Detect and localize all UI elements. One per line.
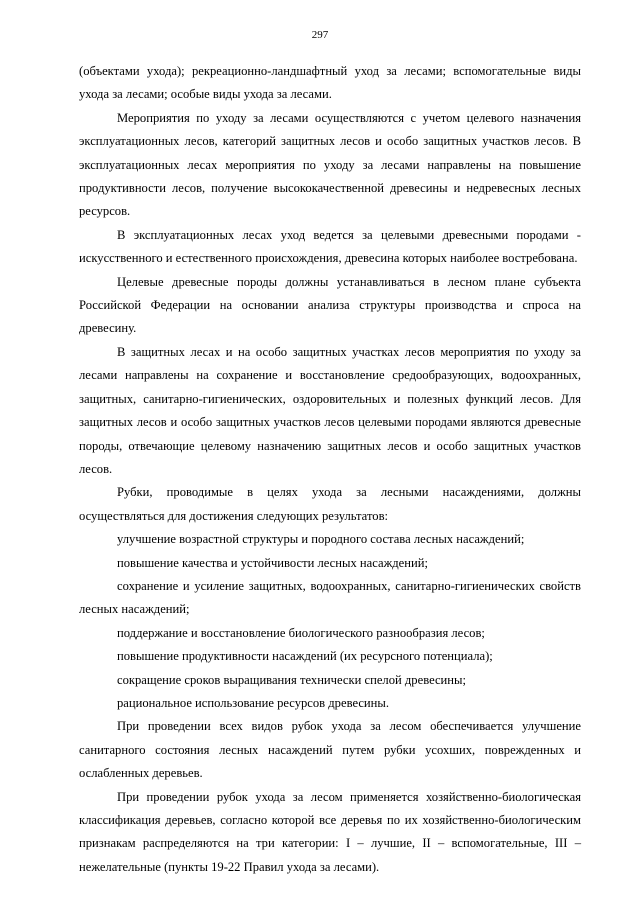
paragraph: (объектами ухода); рекреационно-ландшафтный уход за лесами; вспомогательные виды ухода за лесами; особые виды ухода за лесами.: [79, 64, 581, 102]
list-item: повышение продуктивности насаждений (их ресурсного потенциала);: [117, 649, 493, 664]
page-number: 297: [311, 29, 329, 41]
page-body: [79, 60, 581, 879]
list-item: повышение качества и устойчивости лесных насаждений;: [117, 555, 428, 570]
paragraph: Целевые древесные породы должны устанавливаться в лесном плане субъекта Российской Федерации на основании анализа структуры производства и спроса на древесину.: [79, 274, 581, 336]
paragraph: В эксплуатационных лесах уход ведется за целевыми древесными породами - искусственного и естественного происхождения, древесина которых наиболее востребована.: [79, 227, 581, 266]
list-item: поддержание и восстановление биологического разнообразия лесов;: [117, 625, 485, 640]
list-item: рациональное использование ресурсов древесины.: [117, 695, 390, 710]
list-item: улучшение возрастной структуры и породного состава лесных насаждений;: [117, 532, 525, 547]
paragraph: При проведении всех видов рубок ухода за лесом обеспечивается улучшение санитарного состояния лесных насаждений путем рубки усохших, поврежденных и ослабленных деревьев.: [79, 719, 581, 781]
paragraph: При проведении рубок ухода за лесом применяется хозяйственно-биологическая классификация деревьев, согласно которой все деревья по их хозяйственно-биологическим признакам распределяются на три категории: I – лучшие, II – вспомогательные, III – нежелательные (пункты 19-22 Правил ухода за лесами).: [79, 789, 581, 874]
paragraph: В защитных лесах и на особо защитных участках лесов мероприятия по уходу за лесами направлены на сохранение и восстановление средообразующих, водоохранных, защитных, санитарно-гигиенических, оздоровительных и полезных функций лесов. Для защитных лесов и особо защитных участков лесов целевыми породами являются древесные породы, отвечающие целевому назначению защитных лесов и особо защитных участков лесов.: [79, 344, 581, 476]
paragraph: Рубки, проводимые в целях ухода за лесными насаждениями, должны осуществляться для достижения следующих результатов:: [79, 485, 581, 523]
paragraph: Мероприятия по уходу за лесами осуществляются с учетом целевого назначения эксплуатационных лесов, категорий защитных лесов и особо защитных участков лесов. В эксплуатационных лесах мероприятия по уходу за лесами направлены на повышение продуктивности лесов, получение высококачественной древесины и недревесных лесных ресурсов.: [79, 110, 581, 219]
list-item: сохранение и усиление защитных, водоохранных, санитарно-гигиенических свойств лесных насаждений;: [79, 578, 581, 617]
list-item: сокращение сроков выращивания технически спелой древесины;: [117, 672, 466, 687]
